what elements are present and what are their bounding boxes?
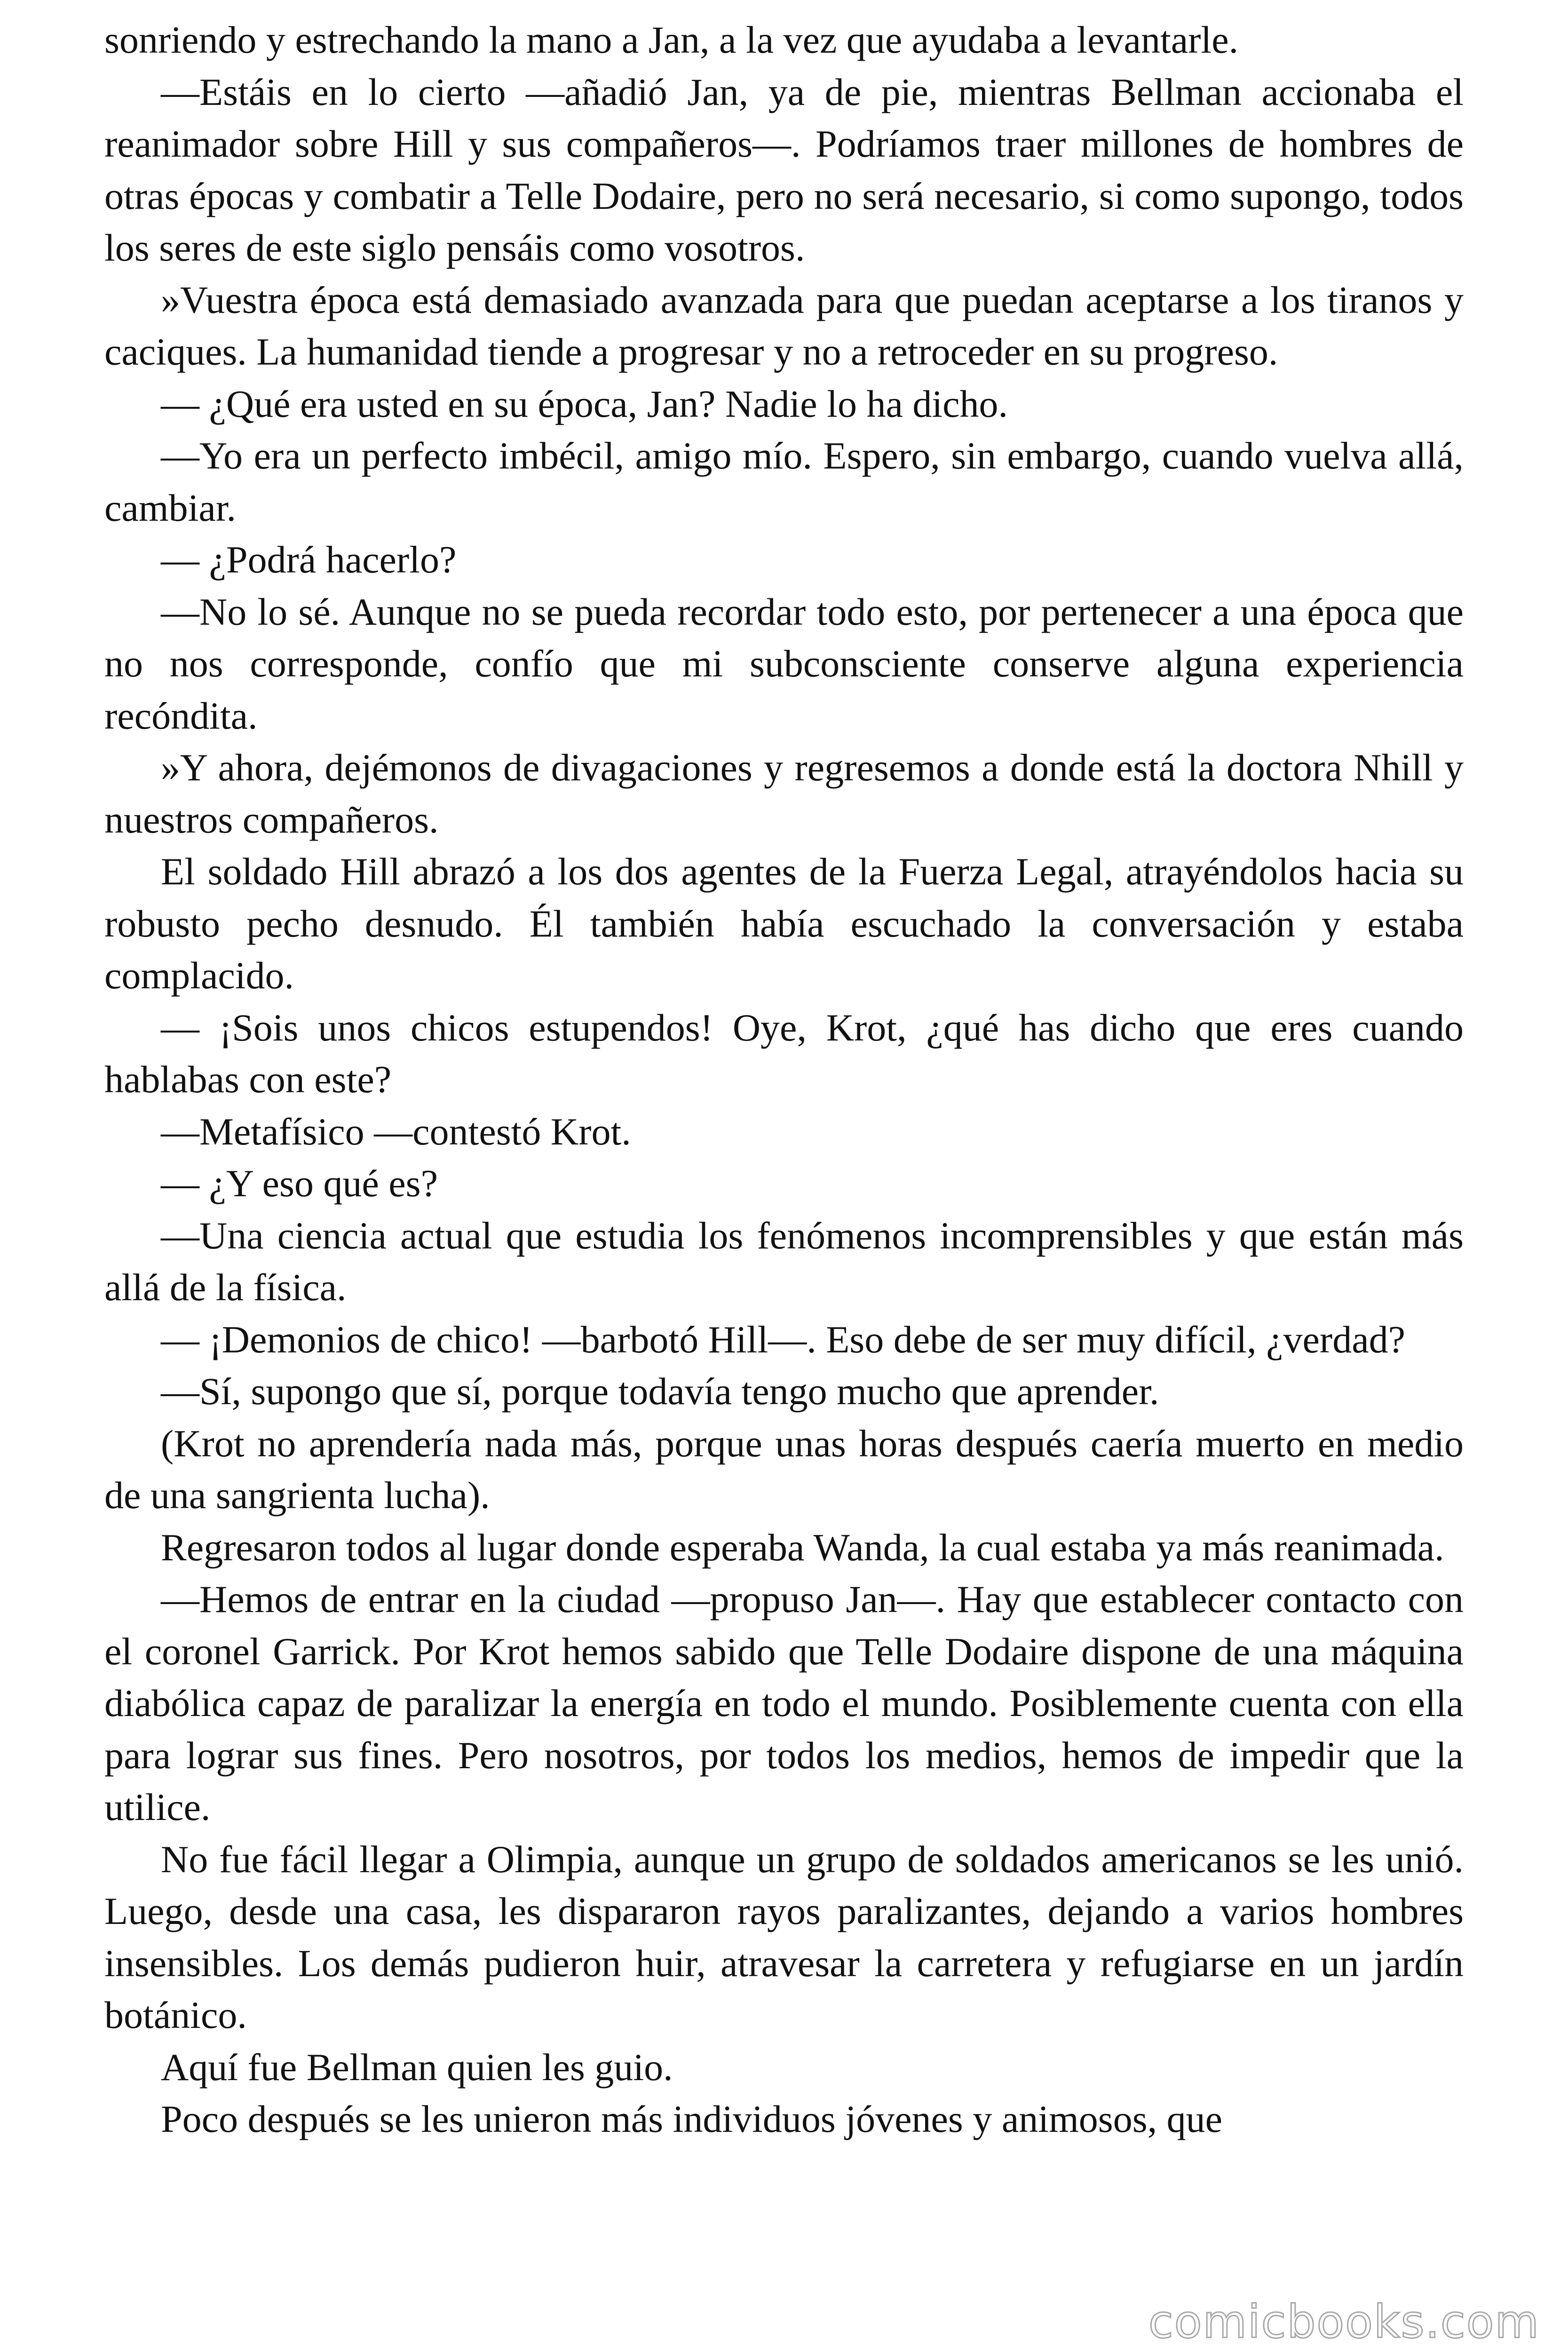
paragraph: — ¿Y eso qué es? xyxy=(161,1162,438,1205)
paragraph: Regresaron todos al lugar donde esperaba Wanda, la cual estaba ya más reanimada. xyxy=(161,1526,1444,1569)
paragraph: — ¿Podrá hacerlo? xyxy=(161,538,457,581)
paragraph: —Una ciencia actual que estudia los fenómenos incomprensibles y que están más allá de la física. xyxy=(104,1214,1464,1309)
paragraph: El soldado Hill abrazó a los dos agentes de la Fuerza Legal, atrayéndolos hacia su robusto pecho desnudo. Él también había escuchado la conversación y estaba complacido. xyxy=(104,850,1464,997)
paragraph: (Krot no aprendería nada más, porque unas horas después caería muerto en medio de una sangrienta lucha). xyxy=(104,1422,1464,1517)
paragraph: —No lo sé. Aunque no se pueda recordar todo esto, por pertenecer a una época que no nos corresponde, confío que mi subconsciente conserve alguna experiencia recóndita. xyxy=(104,590,1464,737)
paragraph: —Hemos de entrar en la ciudad —propuso Jan—. Hay que establecer contacto con el coronel Garrick. Por Krot hemos sabido que Telle Dodaire dispone de una máquina diabólica capaz de paralizar la energía en todo el mundo. Posiblemente cuenta con ella para lograr sus fines. Pero nosotros, por todos los medios, hemos de impedir que la utilice. xyxy=(104,1578,1464,1828)
watermark: comicbooks.com xyxy=(1148,2296,1540,2348)
paragraph: — ¿Qué era usted en su época, Jan? Nadie lo ha dicho. xyxy=(161,382,1008,425)
paragraph: Aquí fue Bellman quien les guio. xyxy=(161,2045,673,2089)
paragraph: —Yo era un perfecto imbécil, amigo mío. Espero, sin embargo, cuando vuelva allá, cambiar. xyxy=(104,434,1464,529)
paragraph: —Estáis en lo cierto —añadió Jan, ya de pie, mientras Bellman accionaba el reanimador sobre Hill y sus compañeros—. Podríamos traer millones de hombres de otras épocas y combatir a Telle Dodaire, pero no será necesario, si como supongo, todos los seres de este siglo pensáis como vosotros. xyxy=(104,70,1464,269)
paragraph: Poco después se les unieron más individuos jóvenes y animosos, que xyxy=(161,2098,1223,2140)
paragraph: sonriendo y estrechando la mano a Jan, a la vez que ayudaba a levantarle. xyxy=(104,18,1239,61)
paragraph: »Vuestra época está demasiado avanzada para que puedan aceptarse a los tiranos y caciques. La humanidad tiende a progresar y no a retroceder en su progreso. xyxy=(104,278,1464,373)
paragraph: —Metafísico —contestó Krot. xyxy=(161,1110,631,1153)
paragraph: — ¡Demonios de chico! —barbotó Hill—. Eso debe de ser muy difícil, ¿verdad? xyxy=(161,1318,1406,1361)
paragraph: »Y ahora, dejémonos de divagaciones y regresemos a donde está la doctora Nhill y nuestros compañeros. xyxy=(104,746,1464,841)
paragraph: — ¡Sois unos chicos estupendos! Oye, Krot, ¿qué has dicho que eres cuando hablabas con este? xyxy=(104,1006,1464,1101)
paragraph: No fue fácil llegar a Olimpia, aunque un grupo de soldados americanos se les unió. Luego, desde una casa, les dispararon rayos paralizantes, dejando a varios hombres insensibles. Los demás pudieron huir, atravesar la carretera y refugiarse en un jardín botánico. xyxy=(104,1837,1464,2036)
body-text xyxy=(104,14,1464,2145)
paragraph: —Sí, supongo que sí, porque todavía tengo mucho que aprender. xyxy=(161,1370,1159,1413)
